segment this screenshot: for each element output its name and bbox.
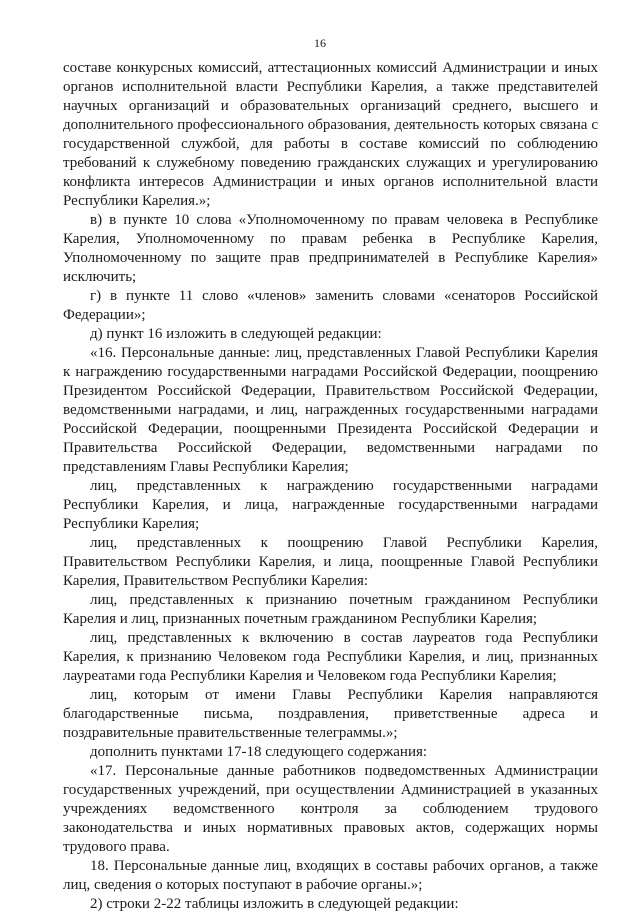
paragraph-point-18: 18. Персональные данные лиц, входящих в составы рабочих органов, а также лиц, сведения о которых поступают в рабочие органы.»;: [63, 858, 598, 893]
paragraph-laureates: лиц, представленных к включению в состав лауреатов года Республики Карелия, к признанию Человеком года Республики Карелия, и лиц, признанных лауреатами года Республики Карелия и Человеком года Республики Карелия;: [63, 630, 598, 684]
paragraph-add-points: дополнить пунктами 17-18 следующего содержания:: [90, 744, 428, 760]
document-body: [63, 59, 598, 914]
paragraph-point-17: «17. Персональные данные работников подведомственных Администрации государственных учреждений, при осуществлении Администрацией в указанных учреждениях ведомственного контроля за соблюдением трудового законодательства и иных нормативных правовых актов, содержащих нормы трудового права.: [63, 763, 598, 855]
page-number: 16: [314, 36, 326, 50]
paragraph-incentives: лиц, представленных к поощрению Главой Республики Карелия, Правительством Республики Карелия, и лица, поощренные Главой Республики Карелия, Правительством Республики Карелия:: [63, 535, 598, 589]
paragraph-regional-awards: лиц, представленных к награждению государственными наградами Республики Карелия, и лица, награжденные государственными наградами Республики Карелия;: [63, 478, 598, 532]
paragraph-table-rows: 2) строки 2-22 таблицы изложить в следующей редакции:: [90, 896, 459, 912]
paragraph-continuation: составе конкурсных комиссий, аттестационных комиссий Администрации и иных органов исполнительной власти Республики Карелия, а также представителей научных организаций и образовательных организаций среднего, высшего и дополнительного профессионального образования, деятельность которых связана с государственной службой, для работы в составе комиссий по соблюдению требований к служебному поведению гражданских служащих и урегулированию конфликта интересов Администрации и иных органов исполнительной власти Республики Карелия.»;: [63, 60, 598, 209]
paragraph-item-d: д) пункт 16 изложить в следующей редакции:: [90, 326, 382, 342]
paragraph-item-v: в) в пункте 10 слова «Уполномоченному по правам человека в Республике Карелия, Уполномоченному по правам ребенка в Республике Карелия, Уполномоченному по защите прав предпринимателей в Республике Карелия» исключить;: [63, 212, 598, 285]
paragraph-point-16: «16. Персональные данные: лиц, представленных Главой Республики Карелия к награждению государственными наградами Российской Федерации, поощрению Президентом Российской Федерации, Правительством Российской Федерации, ведомственными наградами, и лиц, награжденных государственными наградами Российской Федерации, поощренными Президента Российской Федерации и Правительства Российской Федерации, ведомственными наградами по представлениям Главы Республики Карелия;: [63, 345, 598, 475]
paragraph-letters: лиц, которым от имени Главы Республики Карелия направляются благодарственные письма, поздравления, приветственные адреса и поздравительные правительственные телеграммы.»;: [63, 687, 598, 741]
paragraph-item-g: г) в пункте 11 слово «членов» заменить словами «сенаторов Российской Федерации»;: [63, 288, 598, 323]
paragraph-honorary-citizen: лиц, представленных к признанию почетным гражданином Республики Карелия и лиц, признанных почетным гражданином Республики Карелия;: [63, 592, 598, 627]
